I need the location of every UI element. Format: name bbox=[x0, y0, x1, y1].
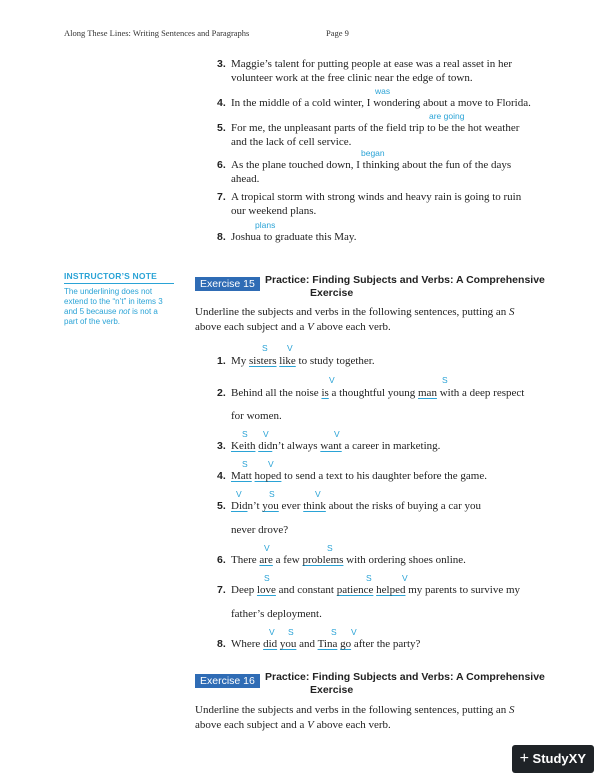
list-item bbox=[217, 230, 356, 245]
subject-mark: S bbox=[288, 627, 294, 637]
verb-mark: V bbox=[236, 489, 242, 499]
instructor-note-heading: INSTRUCTOR’S NOTE bbox=[64, 271, 157, 281]
exercise-instructions: Underline the subjects and verbs in the following sentences, putting an S above each subject and a V above each verb. bbox=[195, 306, 515, 333]
list-item bbox=[217, 57, 512, 72]
correction-annotation: was bbox=[375, 86, 391, 96]
verb: Did bbox=[231, 500, 248, 512]
exercise-badge: Exercise 16 bbox=[195, 674, 260, 688]
note-line: extend to the “n’t” in items 3 bbox=[64, 297, 163, 306]
exercise-item: 1. My sisters like to study together. bbox=[217, 355, 375, 367]
subject: man bbox=[418, 387, 437, 399]
item-text-cont: for women. bbox=[231, 410, 282, 422]
note-line: The underlining does not bbox=[64, 287, 153, 296]
exercise-item: 4. Matt hoped to send a text to his daughter before the game. bbox=[217, 470, 487, 482]
exercise-item: 3. Keith didn’t always want a career in marketing. bbox=[217, 440, 441, 452]
verb: think bbox=[303, 500, 326, 512]
page-number: Page 9 bbox=[326, 28, 349, 38]
exercise-title: Practice: Finding Subjects and Verbs: A Comprehensive Exercise bbox=[265, 274, 545, 299]
verb-mark: V bbox=[287, 343, 293, 353]
item-text-cont: never drove? bbox=[231, 524, 289, 536]
list-item bbox=[217, 96, 531, 111]
subject: love bbox=[256, 584, 276, 596]
subject: patience bbox=[336, 584, 374, 596]
subject-mark: S bbox=[366, 573, 372, 583]
correction-annotation: are going bbox=[429, 111, 465, 121]
verb: helped bbox=[376, 584, 406, 596]
exercise-item: 5. Didn’t you ever think about the risks of buying a car you bbox=[217, 500, 482, 512]
item-text-cont: our weekend plans. bbox=[231, 205, 317, 217]
correction-annotation: plans bbox=[255, 220, 276, 230]
item-number: 5. bbox=[217, 122, 226, 134]
note-line: part of the verb. bbox=[64, 317, 121, 326]
subject-mark: S bbox=[269, 489, 275, 499]
instructor-note-divider bbox=[64, 283, 174, 284]
subject-mark: S bbox=[442, 375, 448, 385]
verb-mark: V bbox=[402, 573, 408, 583]
subject-mark: S bbox=[262, 343, 268, 353]
exercise-item: 6. There are a few problems with ordering shoes online. bbox=[217, 554, 466, 566]
subject: you bbox=[279, 638, 297, 650]
item-text-cont: father’s deployment. bbox=[231, 608, 322, 620]
subject: Tina bbox=[317, 638, 338, 650]
subject-mark: S bbox=[331, 627, 337, 637]
item-text: In the middle of a cold winter, I wondering about a move to Florida. bbox=[231, 97, 531, 109]
subject-mark: S bbox=[327, 543, 333, 553]
list-item bbox=[217, 121, 519, 136]
verb: hoped bbox=[254, 470, 282, 482]
item-text: Maggie’s talent for putting people at ease was a real asset in her bbox=[231, 58, 513, 70]
subject-mark: S bbox=[264, 573, 270, 583]
studyxy-logo: + StudyXY bbox=[512, 745, 594, 773]
subject: Matt bbox=[231, 470, 252, 482]
verb-mark: V bbox=[334, 429, 340, 439]
exercise-item: 8. Where did you and Tina go after the party? bbox=[217, 638, 421, 650]
item-number: 7. bbox=[217, 191, 226, 203]
verb-mark: V bbox=[329, 375, 335, 385]
book-title: Along These Lines: Writing Sentences and Paragraphs bbox=[64, 28, 250, 38]
item-text: As the plane touched down, I thinking about the fun of the days bbox=[231, 159, 512, 171]
item-number: 4. bbox=[217, 97, 226, 109]
item-text-cont: and the lack of cell service. bbox=[231, 136, 352, 148]
item-text: A tropical storm with strong winds and heavy rain is going to ruin bbox=[231, 191, 522, 203]
item-number: 3. bbox=[217, 58, 226, 70]
item-text: For me, the unpleasant parts of the field trip to be the hot weather bbox=[231, 122, 520, 134]
verb-mark: V bbox=[315, 489, 321, 499]
subject-mark: S bbox=[242, 429, 248, 439]
verb-mark: V bbox=[263, 429, 269, 439]
item-text-cont: volunteer work at the free clinic near the edge of town. bbox=[231, 72, 473, 84]
exercise-16-header bbox=[195, 671, 260, 689]
correction-annotation: began bbox=[361, 148, 385, 158]
verb: go bbox=[340, 638, 352, 650]
subject-mark: S bbox=[242, 459, 248, 469]
verb: like bbox=[279, 355, 296, 367]
subject: sisters bbox=[249, 355, 277, 367]
list-item bbox=[217, 158, 511, 173]
item-text: Joshua to graduate this May. bbox=[231, 231, 357, 243]
verb: did bbox=[263, 638, 278, 650]
subject: problems bbox=[302, 554, 344, 566]
subject: Keith bbox=[231, 440, 256, 452]
verb-mark: V bbox=[351, 627, 357, 637]
item-number: 6. bbox=[217, 159, 226, 171]
exercise-item: 2. Behind all the noise is a thoughtful young man with a deep respect bbox=[217, 387, 525, 399]
verb-mark: V bbox=[269, 627, 275, 637]
verb: is bbox=[321, 387, 329, 399]
verb: want bbox=[320, 440, 342, 452]
item-text-cont: ahead. bbox=[231, 173, 260, 185]
exercise-15-header bbox=[195, 274, 260, 292]
note-line: and 5 because not is not a bbox=[64, 307, 158, 316]
list-item bbox=[217, 190, 521, 205]
exercise-instructions: Underline the subjects and verbs in the following sentences, putting an S above each subject and a V above each verb. bbox=[195, 704, 515, 731]
exercise-badge: Exercise 15 bbox=[195, 277, 260, 291]
verb: are bbox=[259, 554, 273, 566]
subject: you bbox=[262, 500, 279, 512]
item-number: 8. bbox=[217, 231, 226, 243]
verb-mark: V bbox=[264, 543, 270, 553]
verb: did bbox=[258, 440, 273, 452]
instructor-note-body bbox=[64, 287, 176, 327]
exercise-item: 7. Deep love and constant patience helped my parents to survive my bbox=[217, 584, 521, 596]
exercise-title: Practice: Finding Subjects and Verbs: A Comprehensive Exercise bbox=[265, 671, 545, 696]
verb-mark: V bbox=[268, 459, 274, 469]
